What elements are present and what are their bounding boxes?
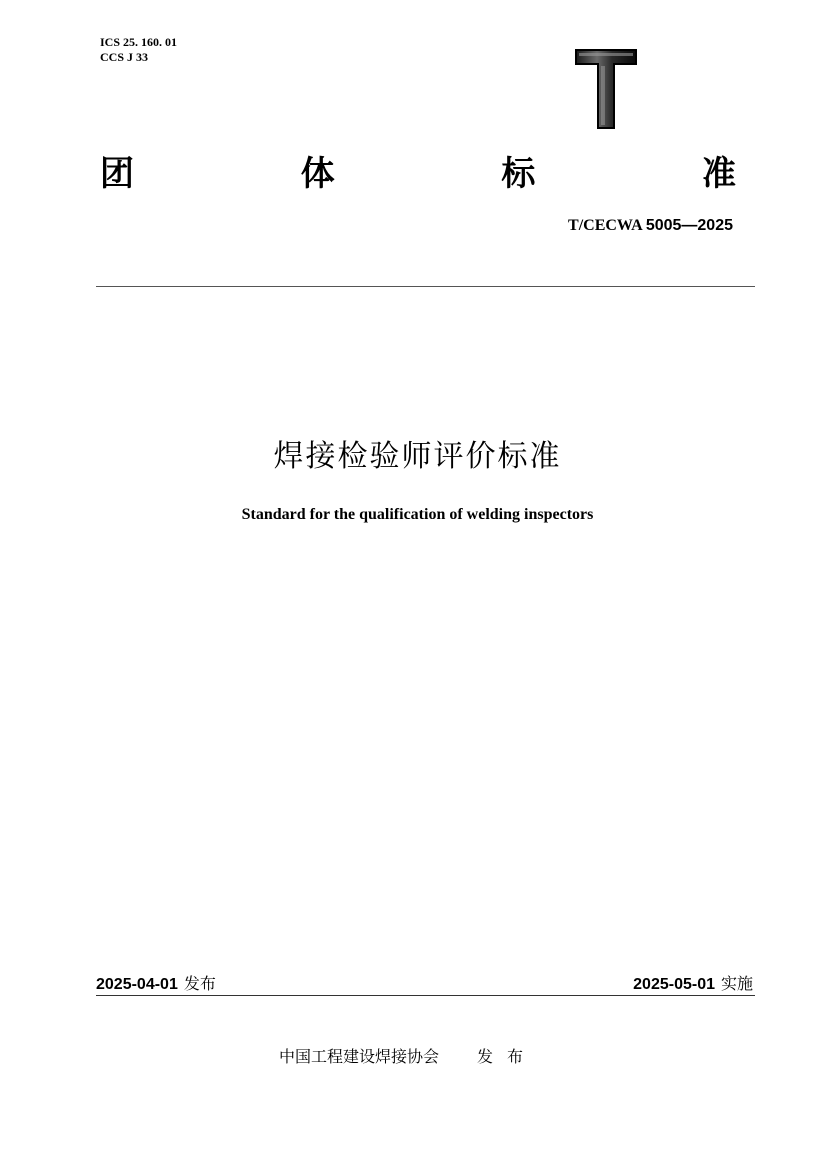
publisher-name: 中国工程建设焊接协会: [279, 1047, 440, 1066]
standard-number: [568, 216, 733, 236]
implement-date-value: 2025-05-01: [633, 976, 715, 993]
publish-date-value: 2025-04-01: [96, 976, 178, 993]
standard-number-prefix: T/CECWA: [568, 217, 646, 234]
publisher-line: [279, 1046, 537, 1068]
standard-number-value: 5005—2025: [645, 217, 733, 234]
implement-date-label: 实施: [720, 974, 753, 993]
standard-type-char: 团: [100, 154, 134, 194]
title-chinese: 焊接检验师评价标准: [273, 439, 562, 474]
ics-code: ICS 25. 160. 01: [100, 35, 178, 49]
top-divider: [96, 286, 755, 287]
implement-date: [633, 974, 753, 995]
publisher-action: 发布: [477, 1047, 538, 1066]
title-english: Standard for the qualification of welding inspectors: [241, 506, 594, 523]
t-logo-icon: [574, 48, 638, 130]
standard-type-char: 标: [501, 154, 536, 194]
ccs-code: CCS J 33: [100, 50, 149, 64]
standard-type-heading: [100, 150, 736, 198]
publish-date-label: 发布: [183, 974, 216, 993]
bottom-divider: [96, 995, 755, 996]
publish-date: [96, 974, 216, 995]
standard-type-char: 体: [300, 154, 335, 194]
standard-type-char: 准: [701, 154, 736, 194]
